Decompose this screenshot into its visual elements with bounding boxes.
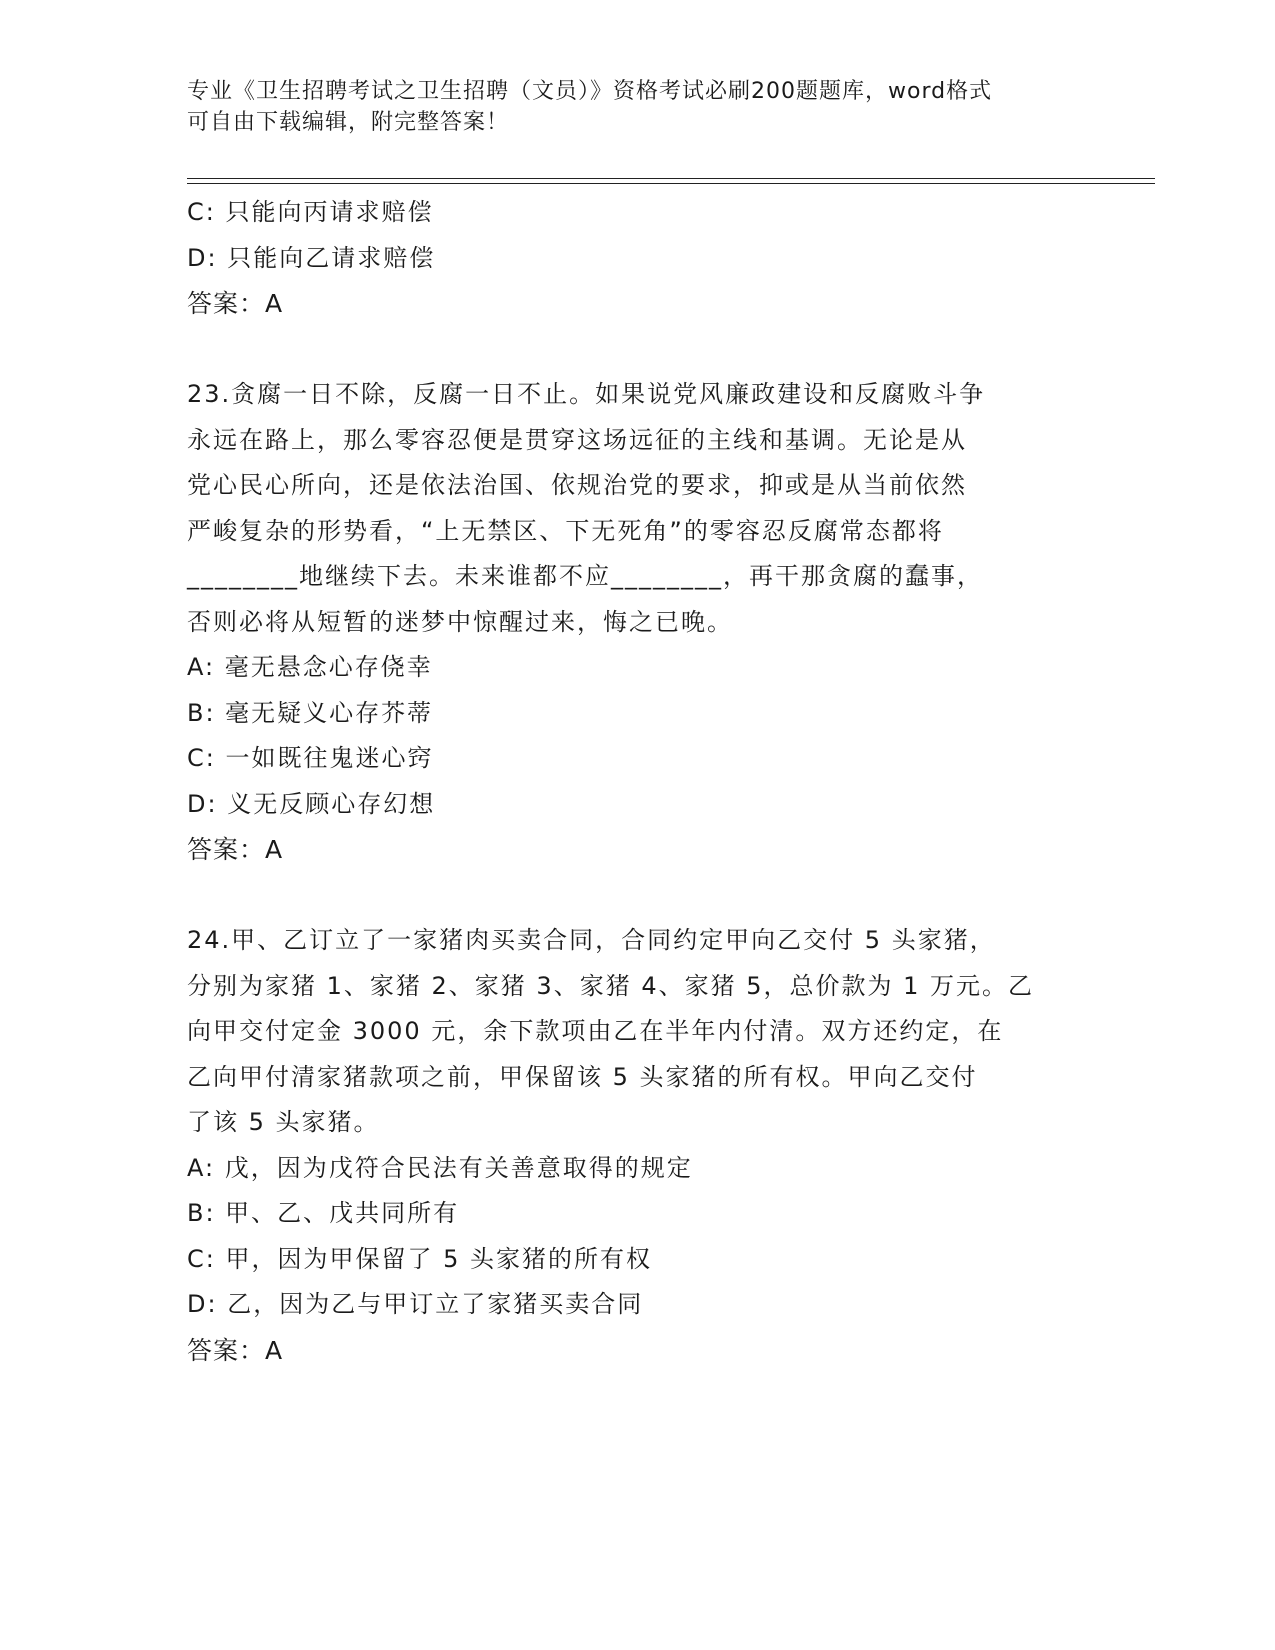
question-text-line: 23.贪腐一日不除，反腐一日不止。如果说党风廉政建设和反腐败斗争	[187, 380, 986, 408]
spacer	[187, 327, 1087, 373]
option-d: D: 乙，因为乙与甲订立了家猪买卖合同	[187, 1290, 644, 1318]
question-text-line: ________地继续下去。未来谁都不应________，再干那贪腐的蠢事，	[187, 562, 983, 590]
option-c: C: 只能向丙请求赔偿	[187, 198, 434, 226]
question-text-line: 分别为家猪 1、家猪 2、家猪 3、家猪 4、家猪 5，总价款为 1 万元。乙	[187, 971, 1035, 1000]
option-b: B: 甲、乙、戊共同所有	[187, 1199, 460, 1227]
question-24	[187, 918, 1087, 1373]
header-divider-bottom	[187, 183, 1155, 184]
option-c: C: 甲，因为甲保留了 5 头家猪的所有权	[187, 1244, 652, 1273]
option-c: C: 一如既往鬼迷心窍	[187, 744, 434, 772]
answer-line: 答案：A	[187, 1335, 284, 1365]
header-line-1: 专业《卫生招聘考试之卫生招聘（文员）》资格考试必刷200题题库，word格式	[187, 79, 993, 104]
answer-line: 答案：A	[187, 289, 284, 318]
header-divider-top	[187, 178, 1155, 179]
spacer	[187, 873, 1087, 919]
document-body	[187, 190, 1087, 1373]
document-header	[187, 76, 1087, 138]
option-b: B: 毫无疑义心存芥蒂	[187, 698, 434, 727]
question-22-tail	[187, 190, 1087, 327]
option-d: D: 只能向乙请求赔偿	[187, 243, 436, 272]
question-text-line: 了该 5 头家猪。	[187, 1108, 380, 1136]
question-text-line: 永远在路上，那么零容忍便是贯穿这场远征的主线和基调。无论是从	[187, 425, 967, 454]
option-a: A: 戊，因为戊符合民法有关善意取得的规定	[187, 1153, 693, 1182]
question-text-line: 严峻复杂的形势看，“上无禁区、下无死角”的零容忍反腐常态都将	[187, 516, 944, 545]
question-text-line: 24.甲、乙订立了一家猪肉买卖合同，合同约定甲向乙交付 5 头家猪，	[187, 926, 996, 954]
question-text-line: 乙向甲付清家猪款项之前，甲保留该 5 头家猪的所有权。甲向乙交付	[187, 1062, 978, 1091]
header-line-2: 可自由下载编辑，附完整答案！	[187, 110, 510, 135]
answer-line: 答案：A	[187, 835, 284, 864]
question-text-line: 否则必将从短暂的迷梦中惊醒过来，悔之已晚。	[187, 607, 733, 636]
option-a: A: 毫无悬念心存侥幸	[187, 653, 433, 681]
question-text-line: 向甲交付定金 3000 元，余下款项由乙在半年内付清。双方还约定，在	[187, 1017, 1004, 1045]
question-23	[187, 372, 1087, 873]
option-d: D: 义无反顾心存幻想	[187, 789, 436, 818]
question-text-line: 党心民心所向，还是依法治国、依规治党的要求，抑或是从当前依然	[187, 471, 967, 499]
